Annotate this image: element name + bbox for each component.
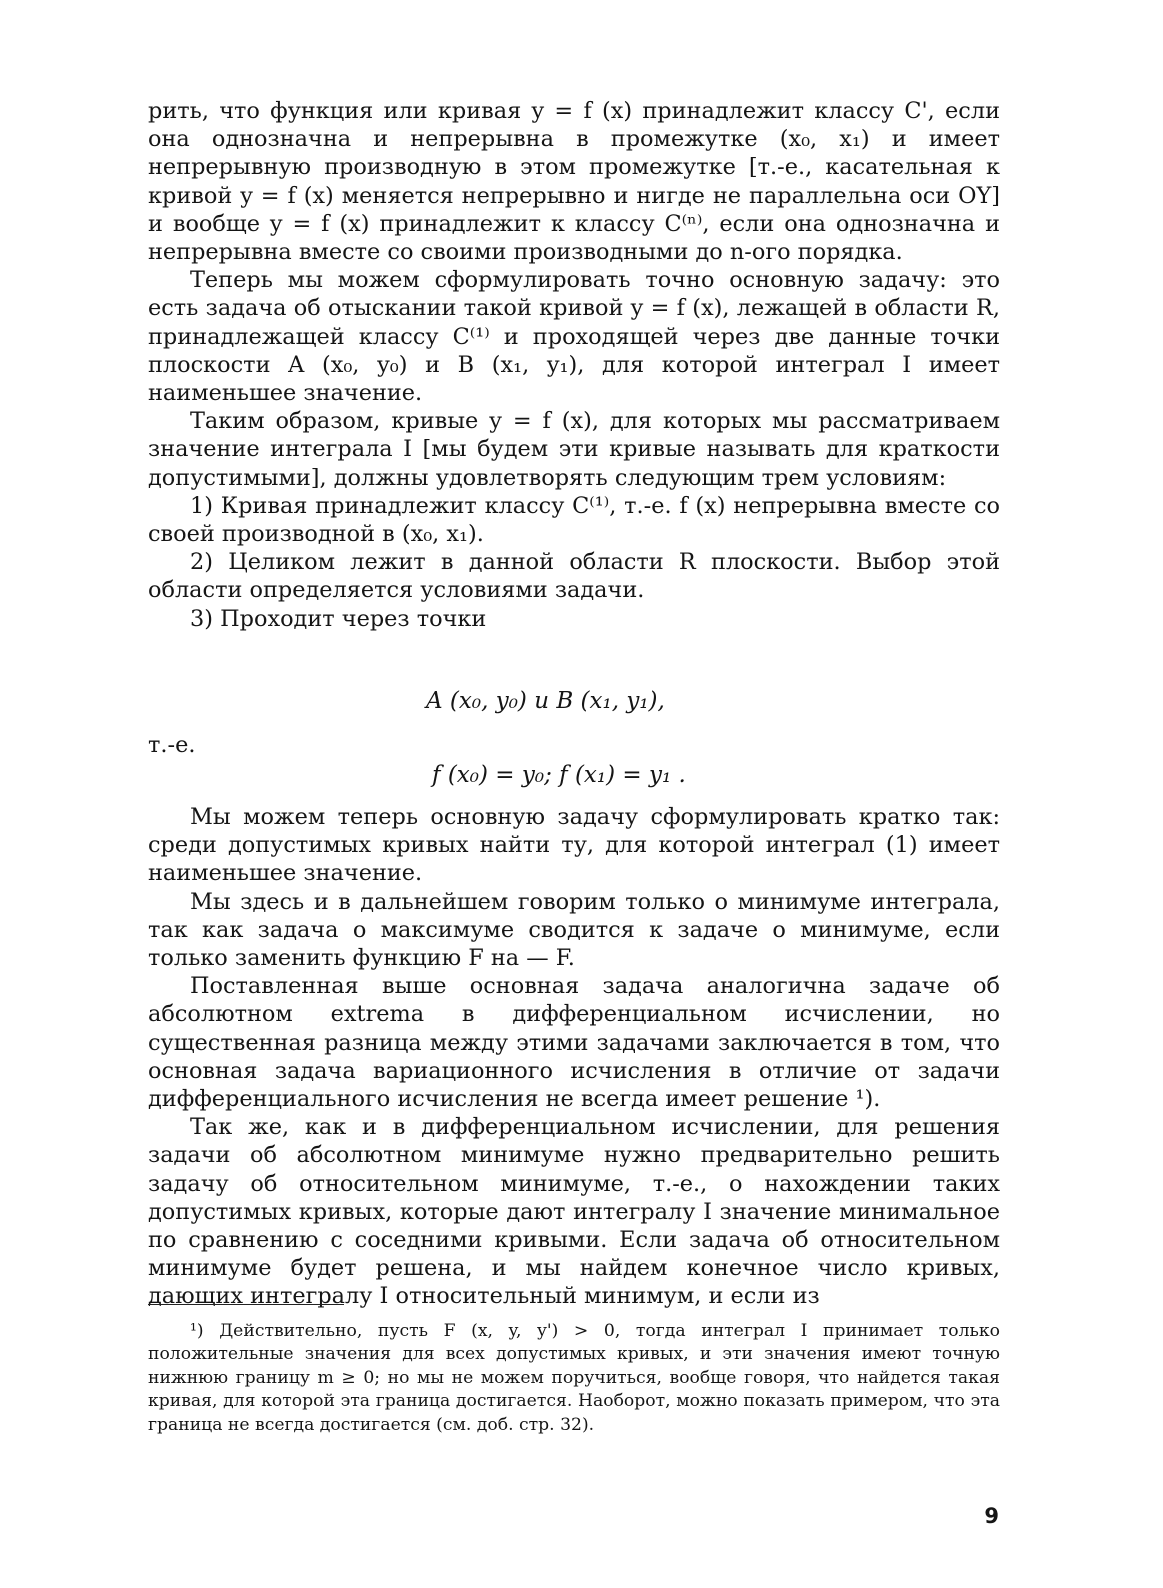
formula-boundary-conditions: f (x₀) = y₀; f (x₁) = y₁ . [432,762,686,788]
paragraph-minimum-only: Мы здесь и в дальнейшем говорим только о минимуме интеграла, так как задача о максимуме сводится к задаче о минимуме, если только заменить функцию F на — F. [148,888,1000,972]
te-label: т.-е. [148,732,196,758]
text-block-bottom [148,803,1000,1311]
paragraph-short-formulation: Мы можем теперь основную задачу сформулировать кратко так: среди допустимых кривых найти ту, для которой интеграл (1) имеет наименьшее значение. [148,804,1000,887]
formula-endpoints: A (x₀, y₀) и B (x₁, y₁), [426,688,665,714]
footnote [148,1320,1000,1437]
footnote-separator [148,1304,344,1305]
condition-1: 1) Кривая принадлежит классу C⁽¹⁾, т.-е. f (x) непрерывна вместе со своей производной в (x₀, x₁). [148,492,1000,548]
footnote-text: ¹) Действительно, пусть F (x, y, y') > 0, тогда интеграл I принимает только положительные значения для всех допустимых кривых, и эти значения имеют точную нижнюю границу m ≥ 0; но мы не можем поручиться, вообще говоря, что найдется такая кривая, для которой эта граница достигается. Наоборот, можно показать примером, что эта граница не всегда достигается (см. доб. стр. 32). [148,1321,1000,1435]
condition-3: 3) Проходит через точки [190,605,487,632]
paragraph-admissible-curves: Таким образом, кривые y = f (x), для которых мы рассматриваем значение интеграла I [мы будем эти кривые называть для краткости допустимыми], должны удовлетворять следующим трем условиям: [148,408,1000,491]
paragraph-analogy: Поставленная выше основная задача аналогична задаче об абсолютном extrema в дифференциальном исчислении, но существенная разница между этими задачами заключается в том, что основная задача вариационного исчисления в отличие от задачи дифференциального исчисления не всегда имеет решение ¹). [148,973,1000,1113]
text-block-top [148,97,1000,633]
paragraph-main-problem: Теперь мы можем сформулировать точно основную задачу: это есть задача об отыскании такой кривой y = f (x), лежащей в области R, принадлежащей классу C⁽¹⁾ и проходящей через две данные точки плоскости A (x₀, y₀) и B (x₁, y₁), для которой интеграл I имеет наименьшее значение. [148,267,1000,407]
paragraph-class-definition: рить, что функция или кривая y = f (x) принадлежит классу C', если она однозначна и непрерывна в промежутке (x₀, x₁) и имеет непрерывную производную в этом промежутке [т.-е., касательная к кривой y = f (x) меняется непрерывно и нигде не параллельна оси OY] и вообще y = f (x) принадлежит к классу C⁽ⁿ⁾, если она однозначна и непрерывна вместе со своими производными до n-ого порядка. [148,98,1000,266]
paragraph-relative-minimum: Так же, как и в дифференциальном исчислении, для решения задачи об абсолютном минимуме нужно предварительно решить задачу об относительном минимуме, т.-е., о нахождении таких допустимых кривых, которые дают интегралу I значение минимальное по сравнению с соседними кривыми. Если задача об относительном минимуме будет решена, и мы найдем конечное число кривых, дающих интегралу I относительный минимум, и если из [148,1114,1000,1310]
page-number: 9 [984,1504,999,1528]
condition-2: 2) Целиком лежит в данной области R плоскости. Выбор этой области определяется условиями задачи. [148,549,1000,604]
